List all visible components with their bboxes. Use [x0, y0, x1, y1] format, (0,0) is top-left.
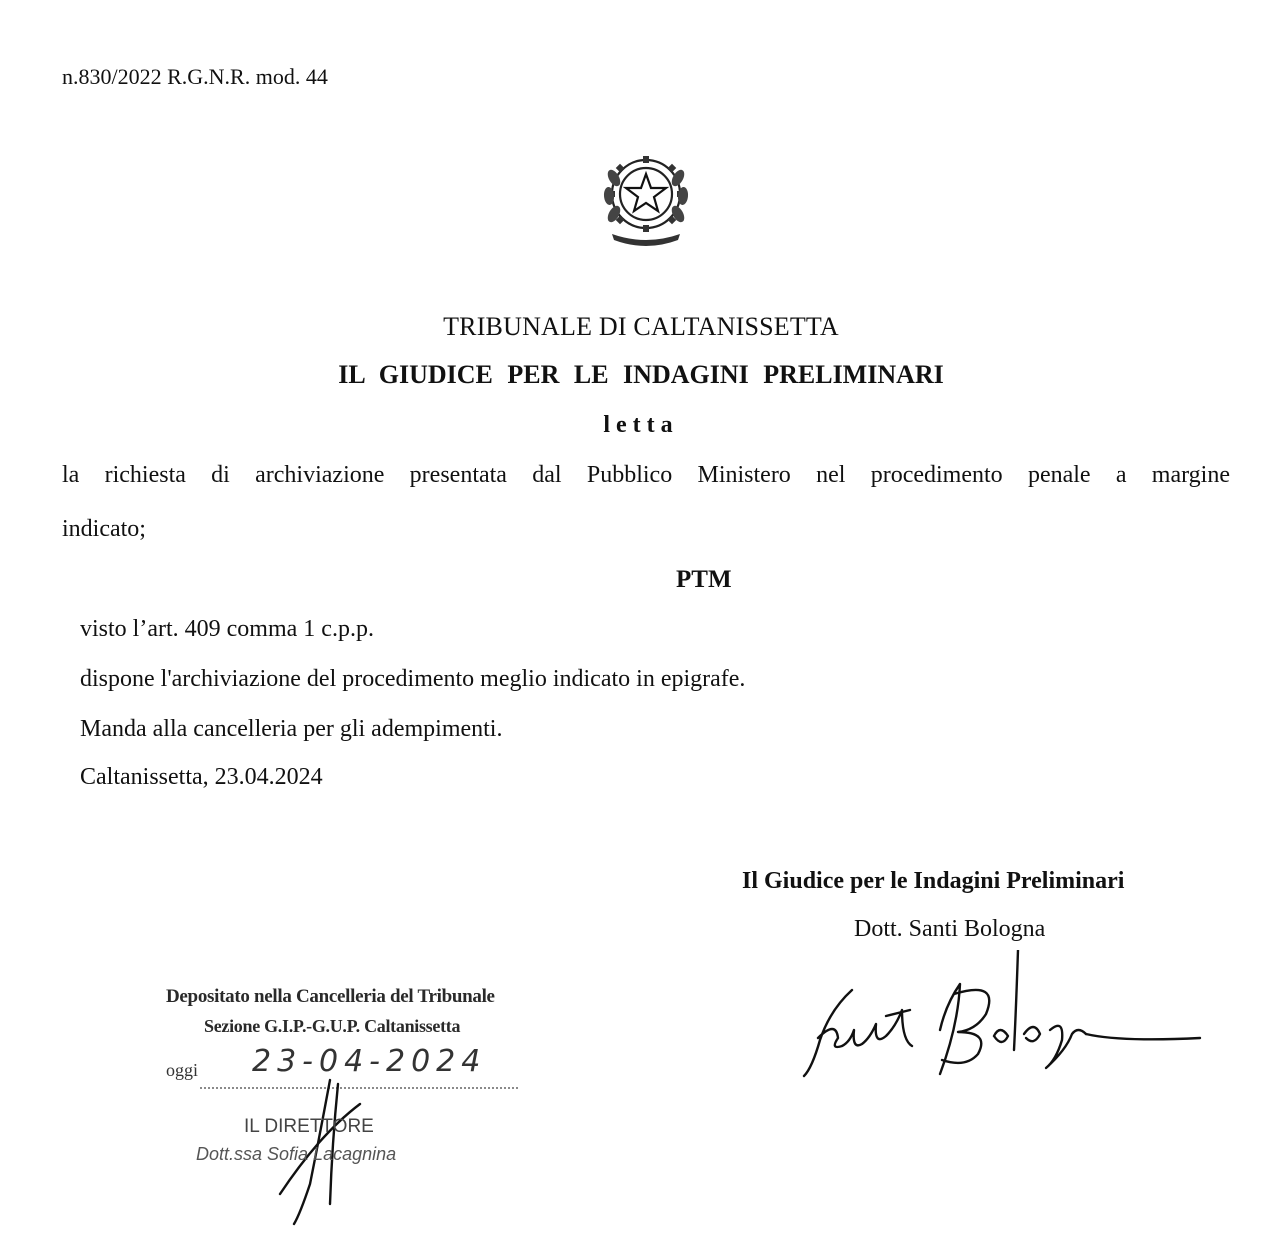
place-date-line: Caltanissetta, 23.04.2024: [80, 764, 323, 790]
stamp-section-line: Sezione G.I.P.-G.U.P. Caltanissetta: [204, 1016, 461, 1036]
ptm-heading: PTM: [676, 566, 732, 593]
stamp-role: IL DIRETTORE: [244, 1116, 374, 1137]
read-label: letta: [603, 412, 679, 438]
stamp-official-name: Dott.ssa Sofia Lacagnina: [196, 1144, 397, 1164]
signatory-title: Il Giudice per le Indagini Preliminari: [742, 868, 1125, 894]
handwritten-signature: [790, 950, 1210, 1090]
judge-title-heading: IL GIUDICE PER LE INDAGINI PRELIMINARI: [338, 360, 944, 389]
stamp-handwritten-date: 23-04-2024: [252, 1044, 487, 1079]
court-name: TRIBUNALE DI CALTANISSETTA: [443, 312, 839, 341]
request-paragraph-end: indicato;: [62, 516, 146, 542]
dispositive-line: Manda alla cancelleria per gli adempimenti.: [80, 716, 503, 742]
request-paragraph: la richiesta di archiviazione presentata dal Pubblico Ministero nel procedimento penale a margine: [62, 462, 1230, 488]
stamp-deposit-line: Depositato nella Cancelleria del Tribunale: [166, 986, 495, 1007]
case-reference: n.830/2022 R.G.N.R. mod. 44: [62, 64, 328, 89]
stamp-date-label: oggi: [166, 1060, 199, 1080]
dispositive-line: visto l’art. 409 comma 1 c.p.p.: [80, 616, 374, 642]
italian-republic-emblem-icon: [598, 148, 694, 248]
signatory-name: Dott. Santi Bologna: [854, 916, 1046, 942]
dispositive-line: dispone l'archiviazione del procedimento meglio indicato in epigrafe.: [80, 666, 746, 692]
